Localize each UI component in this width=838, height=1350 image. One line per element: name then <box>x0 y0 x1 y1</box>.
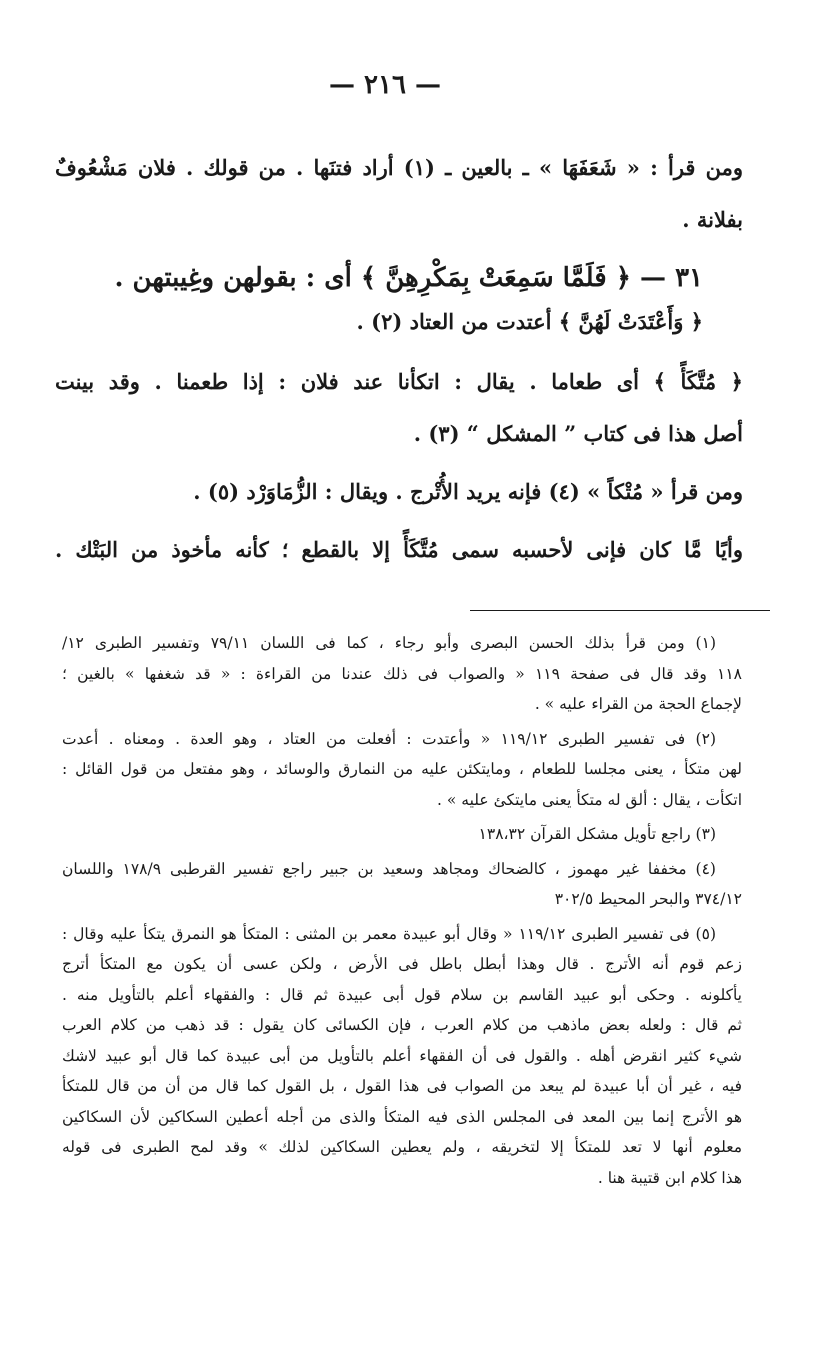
body-line: ومن قرأ : « شَعَفَهَا » ـ بالعين ـ (١) أراد فتنَها . من قولك . فلان مَشْعُوفٌ <box>55 155 743 180</box>
footnote-line: (١) ومن قرأ بذلك الحسن البصرى وأبو رجاء ، كما فى اللسان ٧٩/١١ وتفسير الطبرى ١٢/ <box>62 634 716 652</box>
body-line: وأيًا مَّا كان فإنى لأحسبه سمى مُتَّكَأً إلا بالقطع ؛ كأنه مأخوذ من البَتْك . <box>55 537 743 562</box>
body-line: ﴿ مُتَّكَأً ﴾ أى طعاما . يقال : اتكأنا عند فلان : إذا طعمنا . وقد بينت <box>55 369 743 394</box>
footnote-line: اتكأت ، يقال : ألق له متكأ يعنى مايتكئ عليه » . <box>437 790 742 809</box>
footnote-line: (٤) مخففا غير مهموز ، كالضحاك ومجاهد وسعيد بن جبير راجع تفسير القرطبى ١٧٨/٩ واللسان <box>62 859 716 878</box>
footnote-line: لإجماع الحجة من القراء عليه » . <box>534 695 742 713</box>
footnote-line: هو الأترج إنما بين المعد فى المجلس الذى فيه المتكأ والذى من أجله أعطين السكاكين لأن السكاكين <box>62 1107 742 1126</box>
footnote-line: معلوم أنها لا تعد للمتكأ إلا لتخريقه ، ولم يعطين السكاكين لذلك » وقد لمح الطبرى فى قوله <box>62 1138 742 1156</box>
footnote-2 <box>62 724 742 816</box>
footnote-line: لهن متكأ ، يعنى مجلسا للطعام ، ومايتكئن عليه من النمارق والوسائد ، وهو مفتعل من قول القائل : <box>62 760 742 778</box>
footnote-3 <box>62 819 742 850</box>
footnote-5 <box>62 919 742 1194</box>
footnote-line: فيه ، غير أن أبا عبيدة لم يبعد من الصواب فى هذا القول ، بل القول كما قال من أن من قال للمتكأ <box>62 1077 742 1095</box>
footnote-line: ١١٨ وقد قال فى صفحة ١١٩ « والصواب فى ذلك عندنا من القراءة : « قد شغفها » بالغين ؛ <box>62 664 742 683</box>
footnote-line: هذا كلام ابن قتيبة هنا . <box>597 1168 742 1187</box>
footnotes <box>62 628 742 1197</box>
verse-heading-31: ٣١ — ﴿ فَلَمَّا سَمِعَتْ بِمَكْرِهِنَّ ﴾ أى : بقولهن وغِيبتهن . <box>114 263 703 293</box>
main-text <box>55 142 743 576</box>
footnote-1 <box>62 628 742 720</box>
footnote-line: ثم قال : ولعله بعض ماذهب من كلام العرب ، فإن الكسائى كان يقول : قد ذهب من كلام العرب <box>62 1016 742 1034</box>
body-line: أصل هذا فى كتاب ” المشكل “ (٣) . <box>413 421 743 446</box>
footnote-line: (٢) فى تفسير الطبرى ١١٩/١٢ « وأعتدت : أفعلت من العتاد ، وهو العدة . ومعناه . أعدت <box>62 729 717 748</box>
footnote-line: شيء كثير انقرض أهله . والقول فى أن الفقهاء أعلم بالتأويل من أبى عبيدة كما قال أبو عبيد لاشك <box>62 1046 742 1065</box>
body-line: ﴿ وَأَعْتَدَتْ لَهُنَّ ﴾ أعتدت من العتاد (٢) . <box>356 309 703 334</box>
body-line: ومن قرأ « مُتْكاً » (٤) فإنه يريد الأُتْرج . ويقال : الزُّمَاوَرْد (٥) . <box>193 479 743 504</box>
footnote-divider <box>470 610 770 611</box>
body-line: بفلانة . <box>682 207 743 232</box>
footnote-4 <box>62 854 742 915</box>
footnote-line: ٣٧٤/١٢ والبحر المحيط ٣٠٢/٥ <box>554 890 742 908</box>
footnote-line: يأكلونه . وحكى أبو عبيد القاسم بن سلام قول أبى عبيدة ثم قال : والفقهاء أعلم بالتأويل منه . <box>62 985 742 1004</box>
footnote-line: (٥) فى تفسير الطبرى ١١٩/١٢ « وقال أبو عبيدة معمر بن المثنى : المتكأ هو النمرق يتكأ عليه وقال : <box>62 924 716 943</box>
footnote-line: زعم قوم أنه الأترج . قال وهذا أبطل باطل فى الأرض ، ولكن عسى أن يكون مع المتكأ أترج <box>62 955 742 973</box>
page-number: — ٢١٦ — <box>328 70 442 100</box>
footnote-line: (٣) راجع تأويل مشكل القرآن ١٣٨،٣٢ <box>478 825 716 843</box>
